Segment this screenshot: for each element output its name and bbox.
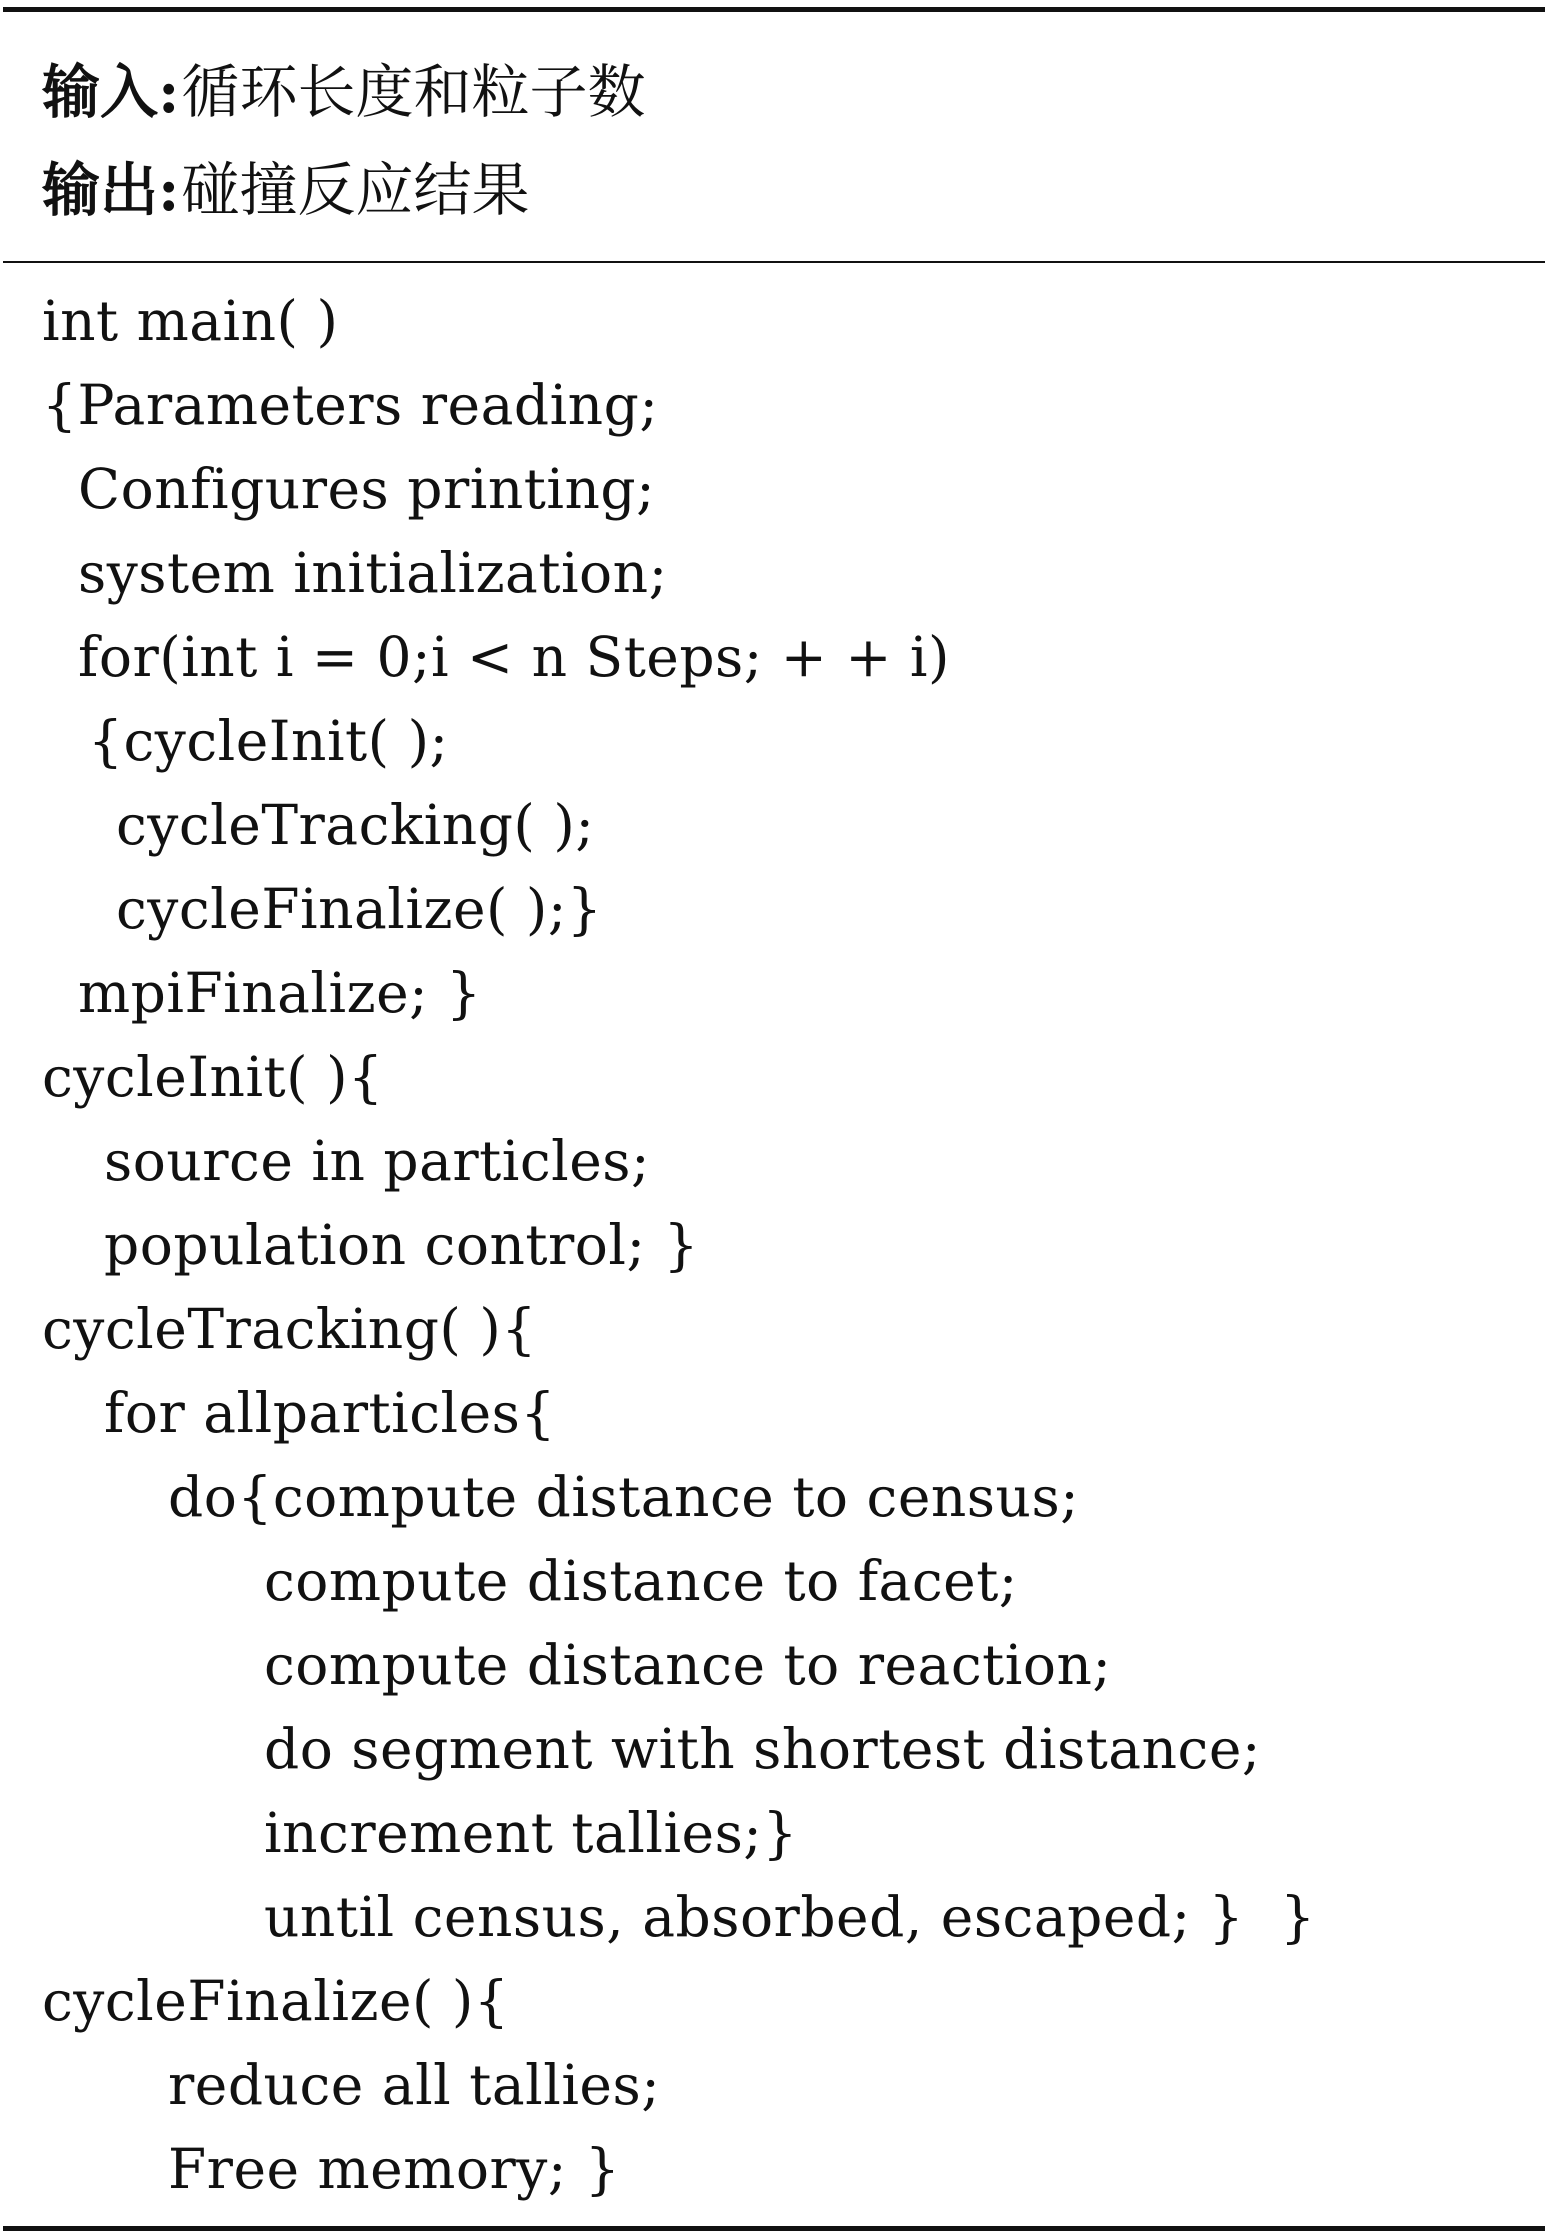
input-label: 输入	[42, 58, 159, 126]
code-line: system initialization;	[78, 541, 668, 605]
code-line: int main( )	[42, 289, 339, 353]
output-text: 碰撞反应结果	[181, 156, 530, 224]
code-line: Free memory; }	[168, 2137, 621, 2201]
output-separator: :	[158, 156, 180, 224]
top-rule	[3, 7, 1545, 12]
code-line: cycleInit( ){	[42, 1045, 384, 1109]
code-line: compute distance to facet;	[264, 1549, 1018, 1613]
input-text: 循环长度和粒子数	[181, 58, 646, 126]
code-line: source in particles;	[104, 1129, 651, 1193]
code-line: for allparticles{	[104, 1381, 556, 1445]
bottom-rule	[3, 2226, 1545, 2231]
header-divider	[3, 261, 1545, 263]
code-line: reduce all tallies;	[168, 2053, 661, 2117]
code-line: for(int i = 0;i < n Steps; + + i)	[78, 625, 950, 689]
code-line: {cycleInit( );	[88, 709, 449, 773]
code-line: cycleTracking( );	[116, 793, 595, 857]
code-line: until census, absorbed, escaped; } }	[264, 1885, 1316, 1949]
code-line: cycleFinalize( );}	[116, 877, 603, 941]
code-line: increment tallies;}	[264, 1801, 798, 1865]
input-line	[42, 50, 645, 134]
code-line: do{compute distance to census;	[168, 1465, 1080, 1529]
code-line: {Parameters reading;	[42, 373, 659, 437]
input-separator: :	[158, 58, 180, 126]
code-line: mpiFinalize; }	[78, 961, 482, 1025]
code-line: cycleTracking( ){	[42, 1297, 537, 1361]
code-line: cycleFinalize( ){	[42, 1969, 510, 2033]
code-line: compute distance to reaction;	[264, 1633, 1112, 1697]
code-line: Configures printing;	[78, 457, 656, 521]
code-line: do segment with shortest distance;	[264, 1717, 1261, 1781]
output-line	[42, 148, 529, 232]
code-line: population control; }	[104, 1213, 699, 1277]
output-label: 输出	[42, 156, 159, 224]
